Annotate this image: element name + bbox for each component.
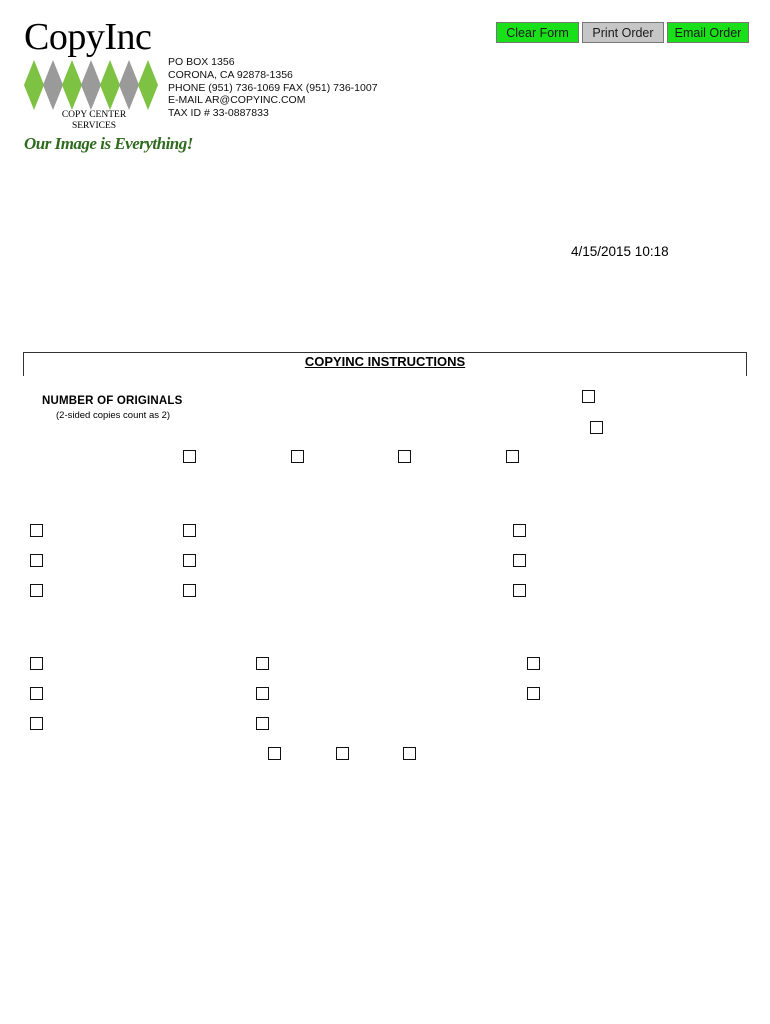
option-checkbox[interactable] bbox=[256, 717, 269, 730]
address-line-phone: PHONE (951) 736-1069 FAX (951) 736-1007 bbox=[168, 81, 378, 94]
option-checkbox[interactable] bbox=[527, 687, 540, 700]
option-checkbox[interactable] bbox=[336, 747, 349, 760]
number-of-originals-label: NUMBER OF ORIGINALS bbox=[42, 395, 183, 407]
option-checkbox[interactable] bbox=[183, 524, 196, 537]
brand-logo-text: CopyInc bbox=[24, 16, 152, 58]
email-order-button[interactable]: Email Order bbox=[667, 22, 749, 43]
option-checkbox[interactable] bbox=[30, 657, 43, 670]
address-line-po-box: PO BOX 1356 bbox=[168, 56, 235, 68]
option-checkbox[interactable] bbox=[506, 450, 519, 463]
brand-subtitle bbox=[56, 110, 132, 132]
originals-note: (2-sided copies count as 2) bbox=[56, 410, 171, 421]
order-timestamp: 4/15/2015 10:18 bbox=[571, 244, 669, 259]
print-order-button[interactable]: Print Order bbox=[582, 22, 664, 43]
option-checkbox[interactable] bbox=[256, 657, 269, 670]
option-checkbox[interactable] bbox=[513, 554, 526, 567]
company-address bbox=[168, 56, 378, 120]
option-checkbox[interactable] bbox=[590, 421, 603, 434]
option-checkbox[interactable] bbox=[30, 717, 43, 730]
option-checkbox[interactable] bbox=[183, 450, 196, 463]
option-checkbox[interactable] bbox=[30, 584, 43, 597]
clear-form-button[interactable]: Clear Form bbox=[496, 22, 579, 43]
option-checkbox[interactable] bbox=[291, 450, 304, 463]
option-checkbox[interactable] bbox=[582, 390, 595, 403]
address-line-tax-id: TAX ID # 33-0887833 bbox=[168, 107, 269, 120]
option-checkbox[interactable] bbox=[527, 657, 540, 670]
option-checkbox[interactable] bbox=[256, 687, 269, 700]
brand-subtitle-line1: COPY CENTER bbox=[61, 110, 127, 120]
brand-subtitle-line2: SERVICES bbox=[71, 121, 117, 131]
option-checkbox[interactable] bbox=[398, 450, 411, 463]
instructions-title: COPYINC INSTRUCTIONS bbox=[304, 354, 466, 369]
address-line-city: CORONA, CA 92878-1356 bbox=[168, 68, 293, 81]
brand-diamond-logo bbox=[24, 60, 164, 110]
option-checkbox[interactable] bbox=[183, 584, 196, 597]
option-checkbox[interactable] bbox=[513, 584, 526, 597]
option-checkbox[interactable] bbox=[30, 554, 43, 567]
option-checkbox[interactable] bbox=[513, 524, 526, 537]
option-checkbox[interactable] bbox=[183, 554, 196, 567]
option-checkbox[interactable] bbox=[268, 747, 281, 760]
option-checkbox[interactable] bbox=[30, 687, 43, 700]
option-checkbox[interactable] bbox=[403, 747, 416, 760]
address-line-email: E-MAIL AR@COPYINC.COM bbox=[168, 94, 306, 107]
brand-slogan: Our Image is Everything! bbox=[24, 134, 193, 153]
option-checkbox[interactable] bbox=[30, 524, 43, 537]
